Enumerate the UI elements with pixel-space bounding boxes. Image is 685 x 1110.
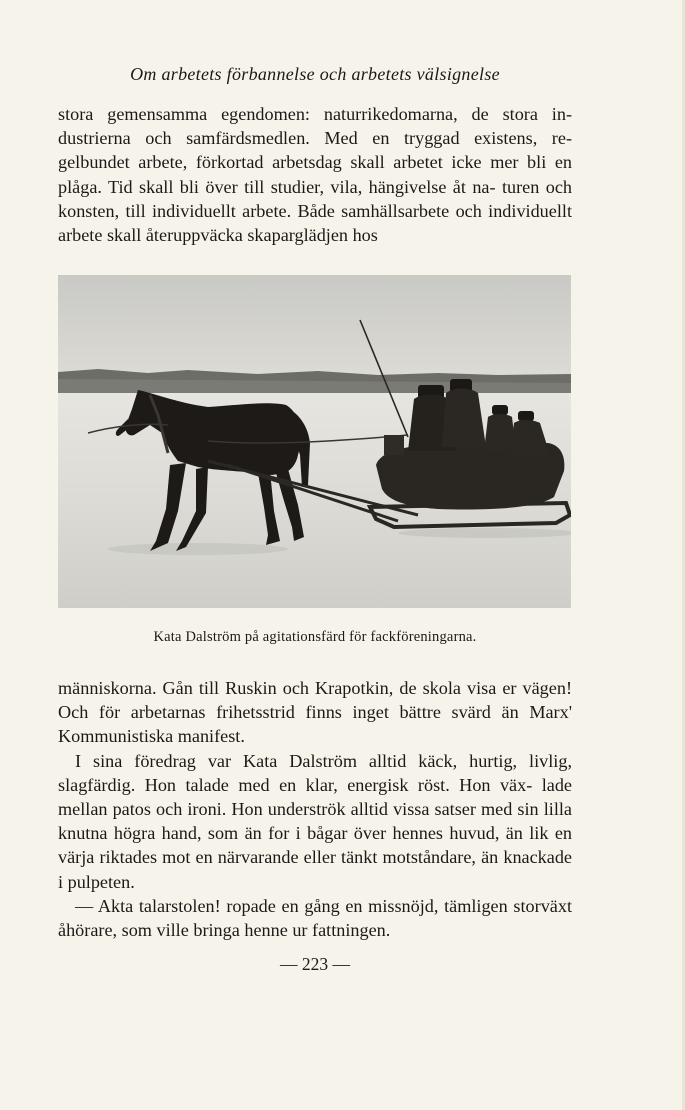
paragraph: — Akta talarstolen! ropade en gång en missnöjd, tämligen storväxt åhörare, som ville bringa henne ur fattningen. (58, 895, 573, 941)
paragraph: I sina föredrag var Kata Dalström alltid käck, hurtig, livlig, slagfärdig. Hon talade med en klar, energisk röst. Hon väx- lade mellan patos och ironi. Hon underströk alltid vissa satser med sin lilla knutna högra hand, som än for i bågar över hennes huvud, än lik en värja riktades mot en närvarande eller tänkt motståndare, än knackade i pulpeten. (58, 750, 573, 892)
paragraph: människorna. Gån till Ruskin och Krapotkin, de skola visa er vägen! Och för arbetarnas frihetsstrid finns inget bättre svärd än Marx' Kommunistiska manifest. (58, 678, 572, 747)
running-header: Om arbetets förbannelse och arbetets välsignelse (130, 64, 500, 84)
top-paragraph (58, 102, 572, 247)
figure-caption: Kata Dalström på agitationsfärd för fackföreningarna. (153, 629, 477, 645)
paragraph: stora gemensamma egendomen: naturrikedomarna, de stora in- dustrierna och samfärdsmedlen. Med en tryggad existens, re- gelbundet arbete, förkortad arbetsdag skall arbetet icke mer bli en plåga. Tid skall bli över till studier, vila, hängivelse åt na- turen och konsten, till individuellt arbete. Både samhällsarbete och individuellt arbete skall återuppväcka skaparglädjen hos (58, 104, 573, 246)
photo-horse-sleigh (58, 275, 571, 608)
body-text (58, 676, 572, 942)
page-number: — 223 — (280, 954, 350, 974)
